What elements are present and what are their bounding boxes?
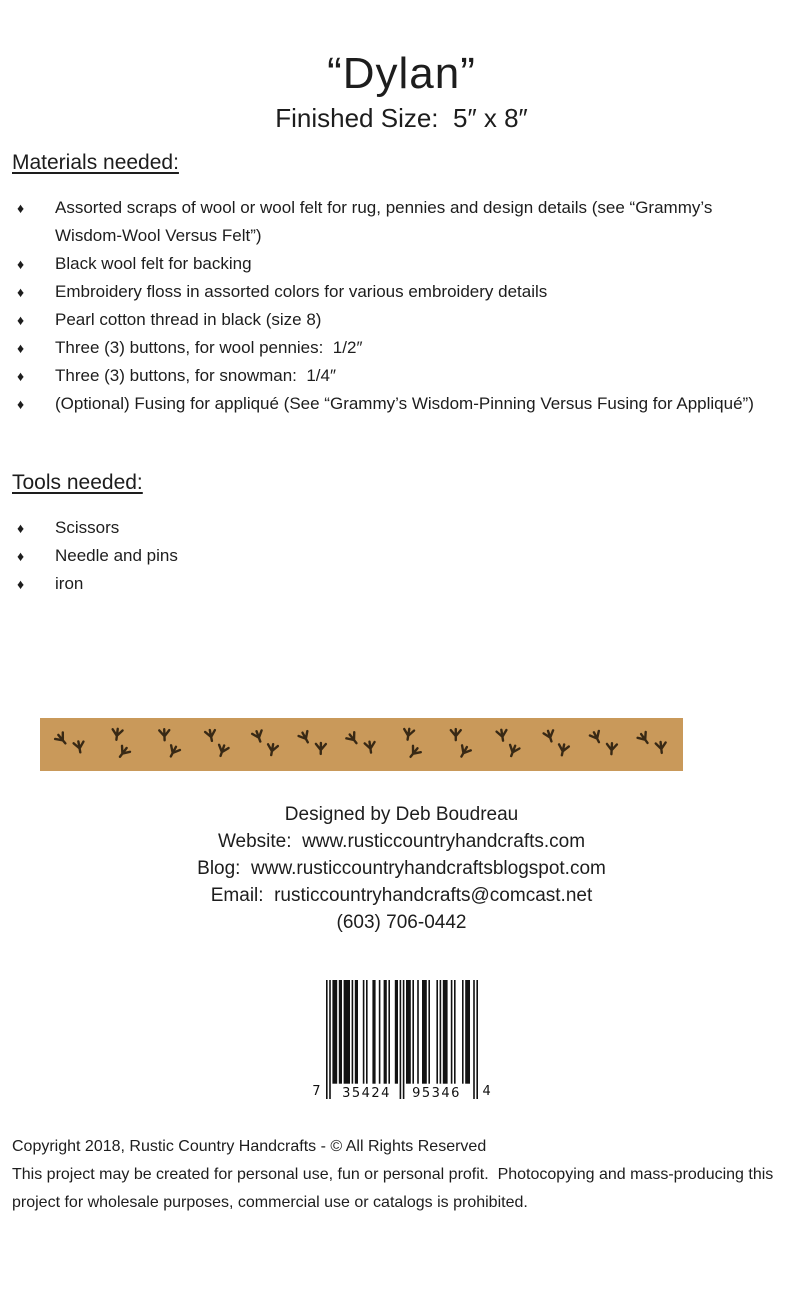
diamond-bullet-icon: ♦ xyxy=(17,340,25,356)
list-item xyxy=(12,194,803,250)
bird-track-icon xyxy=(586,723,622,767)
list-item xyxy=(12,390,803,418)
barcode-digits-left: 35424 xyxy=(342,1086,391,1101)
diamond-bullet-icon: ♦ xyxy=(17,368,25,384)
list-item-text: Black wool felt for backing xyxy=(55,254,252,273)
bird-track-icon xyxy=(635,723,671,767)
list-item-text: Three (3) buttons, for wool pennies: 1/2″ xyxy=(55,338,363,357)
bird-track-icon xyxy=(441,723,477,767)
website-line: Website: www.rusticcountryhandcrafts.com xyxy=(217,831,586,852)
barcode-bars xyxy=(326,980,478,1099)
bird-track-icon xyxy=(198,723,234,767)
list-item-text: (Optional) Fusing for appliqué (See “Grammy’s Wisdom-Pinning Versus Fusing for Appliqué”) xyxy=(55,394,754,413)
diamond-bullet-icon: ♦ xyxy=(17,520,25,536)
barcode-bars-area xyxy=(326,980,478,1099)
footprint-band xyxy=(40,718,683,771)
phone-line: (603) 706-0442 xyxy=(336,912,467,933)
designed-by-line: Designed by Deb Boudreau xyxy=(284,804,519,825)
bird-track-icon xyxy=(295,723,331,767)
barcode-digit-check: 4 xyxy=(482,1084,491,1099)
diamond-bullet-icon: ♦ xyxy=(17,576,25,592)
diamond-bullet-icon: ♦ xyxy=(17,396,25,412)
bird-track-icon xyxy=(247,723,283,767)
materials-list xyxy=(0,194,803,418)
list-item-text: Three (3) buttons, for snowman: 1/4″ xyxy=(55,366,336,385)
email-line: Email: rusticcountryhandcrafts@comcast.net xyxy=(210,885,593,906)
list-item-text: Needle and pins xyxy=(55,546,178,565)
bird-track-icon xyxy=(101,723,137,767)
diamond-bullet-icon: ♦ xyxy=(17,548,25,564)
tools-heading: Tools needed: xyxy=(12,471,143,494)
bird-track-icon xyxy=(150,723,186,767)
copyright-line: Copyright 2018, Rustic Country Handcrafts - © All Rights Reserved xyxy=(12,1138,487,1155)
list-item xyxy=(12,570,803,598)
bird-track-icon xyxy=(392,723,428,767)
materials-heading: Materials needed: xyxy=(12,151,179,174)
list-item xyxy=(12,514,803,542)
list-item xyxy=(12,334,803,362)
list-item xyxy=(12,542,803,570)
bird-track-icon xyxy=(489,723,525,767)
finished-size: Finished Size: 5″ x 8″ xyxy=(275,103,528,133)
barcode-digit-system: 7 xyxy=(312,1084,321,1099)
list-item-text: Assorted scraps of wool or wool felt for rug, pennies and design details (see “Grammy’s Wisdom-Wool Versus Felt”) xyxy=(55,198,718,245)
page-title: “Dylan” xyxy=(327,49,476,98)
list-item xyxy=(12,362,803,390)
diamond-bullet-icon: ♦ xyxy=(17,200,25,216)
usage-terms: This project may be created for personal use, fun or personal profit. Photocopying and mass-producing this project for wholesale purposes, commercial use or catalogs is prohibited. xyxy=(12,1166,778,1211)
list-item-text: iron xyxy=(55,574,84,593)
list-item xyxy=(12,306,803,334)
materials-section xyxy=(0,150,803,418)
bird-track-icon xyxy=(53,723,89,767)
list-item xyxy=(12,250,803,278)
diamond-bullet-icon: ♦ xyxy=(17,284,25,300)
barcode xyxy=(302,980,502,1099)
footer-block xyxy=(12,1133,790,1217)
bird-track-icon xyxy=(538,723,574,767)
bird-track-icon xyxy=(344,723,380,767)
blog-line: Blog: www.rusticcountryhandcraftsblogspot.com xyxy=(197,858,606,879)
list-item xyxy=(12,278,803,306)
contact-block xyxy=(0,801,803,936)
diamond-bullet-icon: ♦ xyxy=(17,256,25,272)
tools-list xyxy=(0,514,803,598)
list-item-text: Scissors xyxy=(55,518,120,537)
tools-section xyxy=(0,470,803,598)
list-item-text: Embroidery floss in assorted colors for various embroidery details xyxy=(55,282,548,301)
barcode-digits-right: 95346 xyxy=(412,1086,461,1101)
list-item-text: Pearl cotton thread in black (size 8) xyxy=(55,310,322,329)
diamond-bullet-icon: ♦ xyxy=(17,312,25,328)
